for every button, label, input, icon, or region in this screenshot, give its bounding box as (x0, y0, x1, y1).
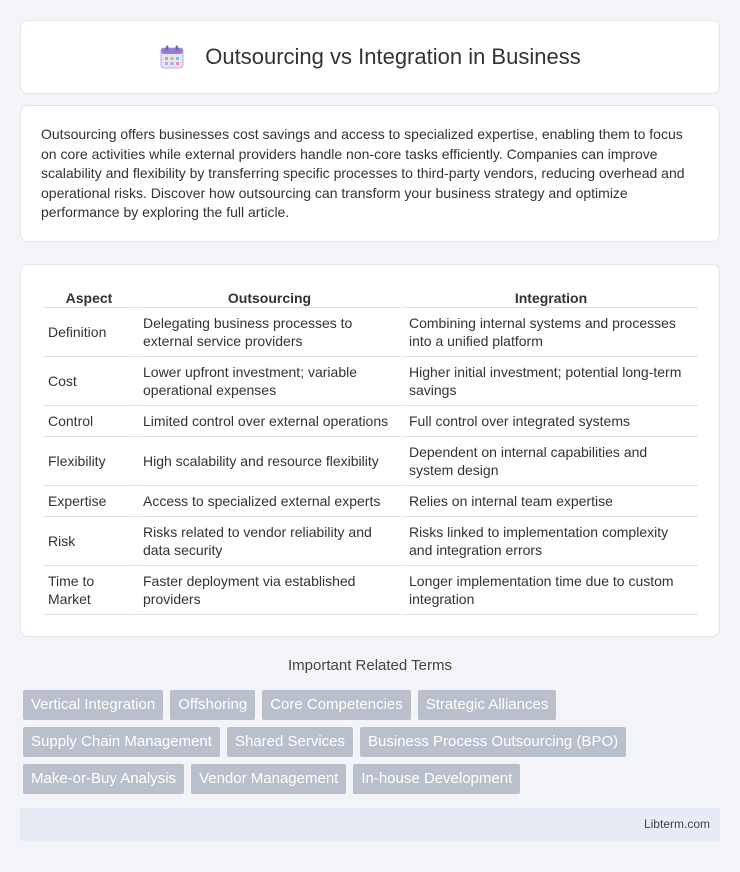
related-term-tag[interactable]: Business Process Outsourcing (BPO) (360, 727, 626, 757)
table-row (43, 437, 698, 486)
comparison-table (43, 286, 698, 615)
integration-cell: Full control over integrated systems (401, 406, 698, 437)
aspect-cell: Control (43, 406, 135, 437)
aspect-cell: Definition (43, 308, 135, 357)
outsourcing-cell: Faster deployment via established providers (135, 566, 401, 615)
comparison-table-card (20, 264, 720, 637)
footer-site-link[interactable]: Libterm.com (643, 817, 710, 831)
column-header-aspect: Aspect (43, 286, 135, 308)
related-terms-heading: Important Related Terms (288, 657, 452, 674)
related-terms-list (23, 690, 723, 794)
table-row (43, 406, 698, 437)
column-header-integration: Integration (401, 286, 698, 308)
title-card (20, 20, 720, 94)
table-row (43, 486, 698, 517)
table-row (43, 357, 698, 406)
column-header-outsourcing: Outsourcing (135, 286, 401, 308)
related-term-tag[interactable]: Shared Services (227, 727, 353, 757)
related-term-tag[interactable]: Supply Chain Management (23, 727, 220, 757)
intro-card (20, 105, 720, 242)
aspect-cell: Expertise (43, 486, 135, 517)
outsourcing-cell: Delegating business processes to external service providers (135, 308, 401, 357)
outsourcing-cell: Risks related to vendor reliability and data security (135, 517, 401, 566)
outsourcing-cell: High scalability and resource flexibility (135, 437, 401, 486)
integration-cell: Longer implementation time due to custom integration (401, 566, 698, 615)
related-term-tag[interactable]: Core Competencies (262, 690, 411, 720)
aspect-cell: Flexibility (43, 437, 135, 486)
calendar-icon (159, 44, 185, 70)
aspect-cell: Cost (43, 357, 135, 406)
table-row (43, 308, 698, 357)
related-term-tag[interactable]: In-house Development (353, 764, 520, 794)
integration-cell: Risks linked to implementation complexity and integration errors (401, 517, 698, 566)
related-term-tag[interactable]: Strategic Alliances (418, 690, 557, 720)
related-term-tag[interactable]: Vertical Integration (23, 690, 163, 720)
table-header-row (43, 286, 698, 308)
aspect-cell: Risk (43, 517, 135, 566)
table-row (43, 517, 698, 566)
outsourcing-cell: Limited control over external operations (135, 406, 401, 437)
page-title: Outsourcing vs Integration in Business (205, 44, 581, 69)
integration-cell: Higher initial investment; potential long-term savings (401, 357, 698, 406)
outsourcing-cell: Access to specialized external experts (135, 486, 401, 517)
related-term-tag[interactable]: Vendor Management (191, 764, 346, 794)
integration-cell: Combining internal systems and processes into a unified platform (401, 308, 698, 357)
outsourcing-cell: Lower upfront investment; variable operational expenses (135, 357, 401, 406)
related-term-tag[interactable]: Offshoring (170, 690, 255, 720)
related-term-tag[interactable]: Make-or-Buy Analysis (23, 764, 184, 794)
integration-cell: Dependent on internal capabilities and system design (401, 437, 698, 486)
table-row (43, 566, 698, 615)
aspect-cell: Time to Market (43, 566, 135, 615)
intro-paragraph: Outsourcing offers businesses cost savings and access to specialized expertise, enabling them to focus on core activities while external providers handle non-core tasks efficiently. Companies can improve scalability and flexibility by transferring specific processes to third-party vendors, reducing overhead and operational risks. Discover how outsourcing can transform your business strategy and optimize performance by exploring the full article. (41, 126, 685, 220)
footer (20, 808, 720, 841)
integration-cell: Relies on internal team expertise (401, 486, 698, 517)
